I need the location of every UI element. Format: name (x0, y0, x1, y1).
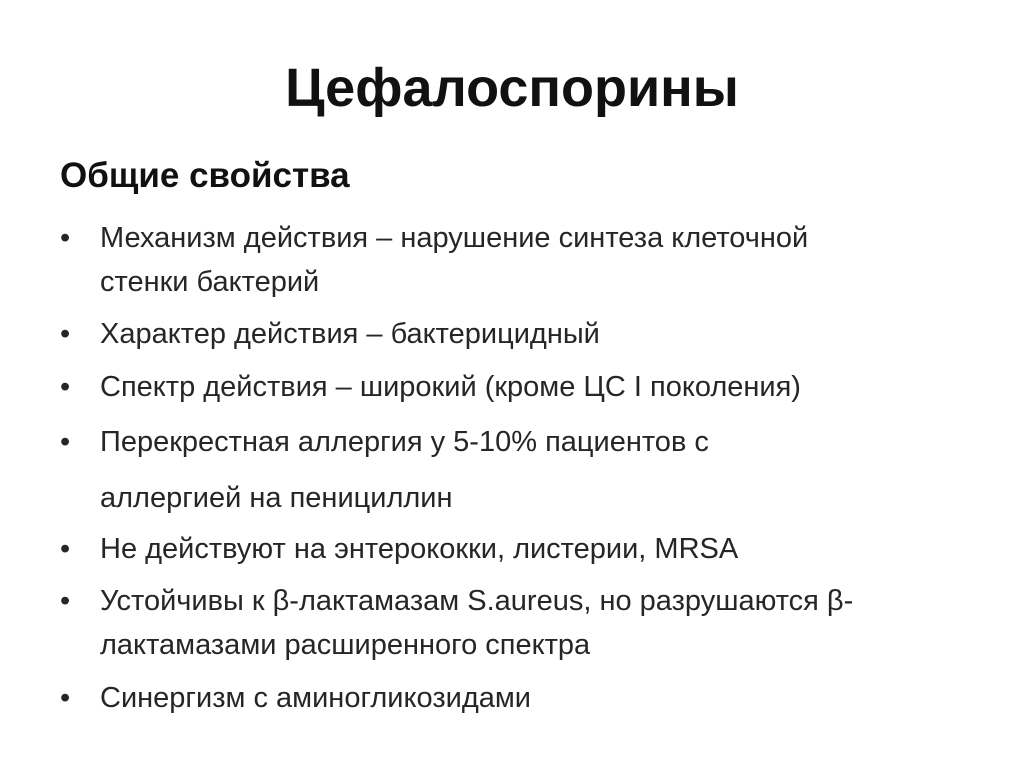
bullet-text: Устойчивы к β-лактамазам S.aureus, но разрушаются β- лактамазами расширенного спектра (100, 585, 854, 661)
bullet-dot-icon: • (60, 371, 71, 403)
bullet-item (60, 579, 980, 667)
bullet-dot-icon: • (60, 585, 71, 617)
bullet-text: Перекрестная аллергия у 5-10% пациентов с аллергией на пенициллин (100, 426, 709, 514)
bullet-text: Не действуют на энтерококки, листерии, MRSA (100, 533, 739, 565)
bullet-item (60, 527, 980, 571)
bullet-item (60, 312, 980, 356)
bullet-item (60, 676, 980, 720)
bullet-item (60, 216, 980, 304)
bullet-item (60, 414, 980, 526)
bullet-text: Характер действия – бактерицидный (100, 318, 600, 350)
bullet-text: Механизм действия – нарушение синтеза клеточной стенки бактерий (100, 222, 809, 298)
bullet-dot-icon: • (60, 222, 71, 254)
bullet-dot-icon: • (60, 533, 71, 565)
slide-title: Цефалоспорины (285, 58, 739, 118)
bullet-dot-icon: • (60, 682, 71, 714)
bullet-item (60, 365, 980, 409)
bullet-text: Спектр действия – широкий (кроме ЦС I поколения) (100, 371, 801, 403)
bullet-text: Синергизм с аминогликозидами (100, 682, 532, 714)
bullet-dot-icon: • (60, 318, 71, 350)
bullet-dot-icon: • (60, 426, 71, 458)
section-heading: Общие свойства (60, 156, 350, 195)
